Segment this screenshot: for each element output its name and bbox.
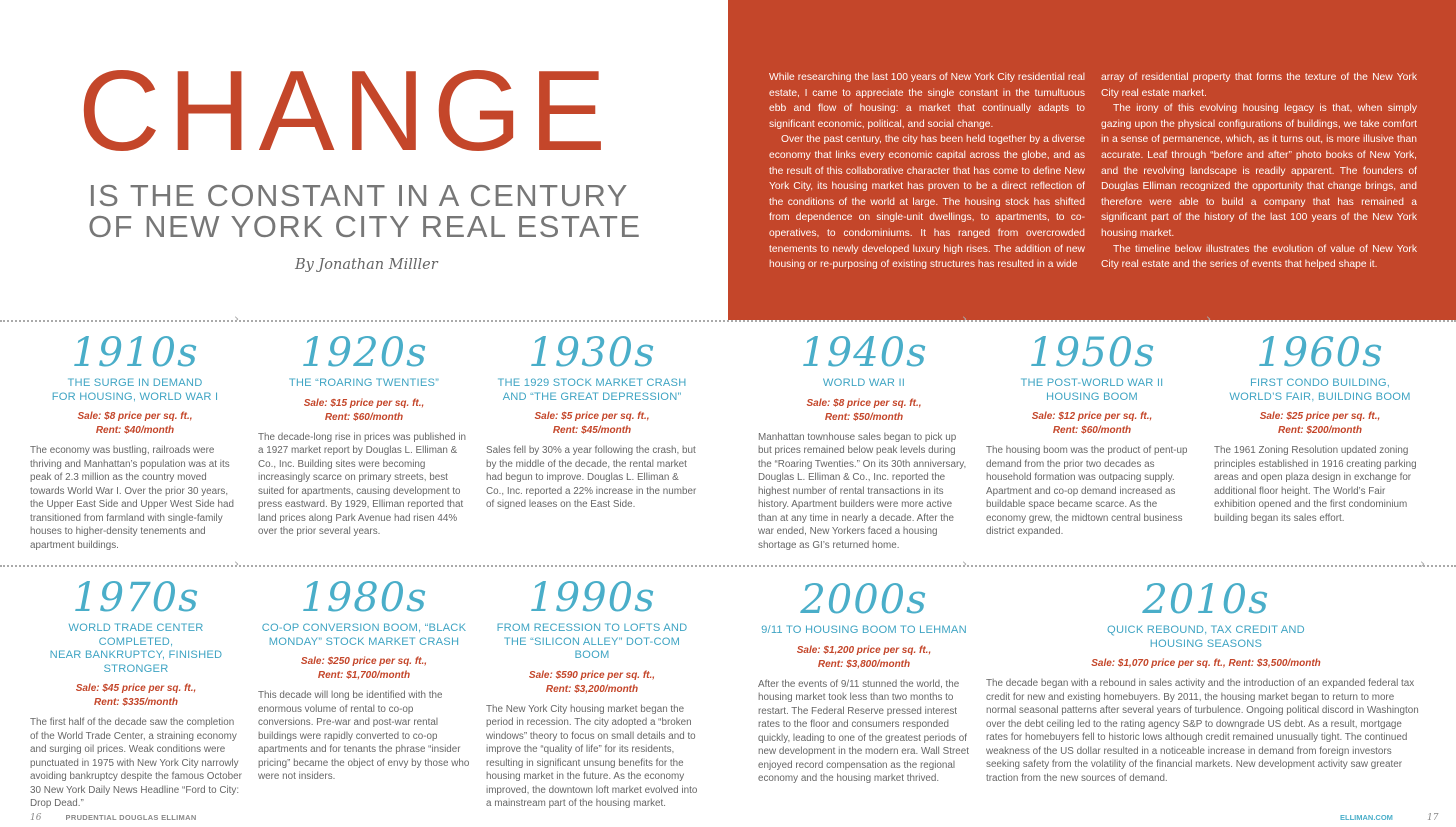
- era-prices: [1214, 410, 1426, 438]
- era-description: The decade began with a rebound in sales activity and the introduction of an expanded federal tax credit for new and existing homebuyers. By 2011, the housing market began to return to more normal seasonal patterns after several years of turbulence. Ongoing political discord in Washington over the debt ceiling led to the rating agency S&P to downgrade US debt. As a result, mortgage rates for homebuyers fell to historic lows although credit remained unusually tight. The continued weakness of the US dollar resulted in a noticeable increase in demand from foreign investors seeking safety from the volatility of the financial markets. New development activity saw greater traction from the new sources of demand.: [986, 678, 1419, 784]
- era-2000s: [758, 578, 970, 786]
- era-heading-line: FROM RECESSION TO LOFTS AND: [496, 622, 688, 634]
- era-year: 1930s: [528, 330, 656, 376]
- era-heading: [486, 377, 698, 404]
- era-heading-line: CO-OP CONVERSION BOOM, “BLACK: [261, 622, 467, 634]
- era-price-line: Rent: $60/month: [1052, 425, 1132, 436]
- era-prices: [986, 657, 1426, 671]
- era-prices: [258, 655, 470, 683]
- era-price-line: Sale: $8 price per sq. ft.,: [806, 397, 922, 409]
- era-price-line: Rent: $335/month: [94, 697, 178, 708]
- era-heading: [486, 622, 698, 663]
- era-price-line: Sale: $5 price per sq. ft.,: [534, 411, 650, 422]
- era-heading-line: FIRST CONDO BUILDING,: [1249, 377, 1391, 389]
- era-heading: [30, 377, 240, 404]
- chevron-right-icon: ›: [234, 557, 240, 572]
- era-heading-line: 9/11 TO HOUSING BOOM TO LEHMAN: [761, 624, 967, 636]
- era-heading: [986, 377, 1198, 404]
- page-title: CHANGE: [78, 48, 614, 175]
- intro-paragraph: While researching the last 100 years of New York City residential real estate, I came to appreciate the single constant in the tumultuous ebb and flow of housing: a market that continually adapts to significant economic, political, and social change.: [769, 72, 1085, 130]
- era-description: The 1961 Zoning Resolution updated zoning principles established in 1916 creating parking areas and open plaza design in exchange for additional floor height. The World’s Fair exhibition opened and the first condominium building began its sales effort.: [1214, 445, 1417, 524]
- era-price-line: Rent: $50/month: [824, 411, 904, 423]
- era-1980s: [258, 576, 470, 784]
- intro-paragraph: The irony of this evolving housing legacy is that, when simply gazing upon the physical configurations of buildings, we take comfort in a sense of permanence, which, as it turns out, is more illusive than accurate. Leaf through “before and after” photo books of New York, and the revolving landscape is readily apparent. The founders of Douglas Elliman recognized the opportunity that change brings, and therefore were able to build a company that has remained a significant part of the history of the last 100 years of the New York housing market.: [1101, 103, 1417, 239]
- era-heading: [258, 377, 470, 391]
- era-description: The first half of the decade saw the completion of the World Trade Center, a straining economy and surging oil prices. Weak conditions were punctuated in 1975 with New York City narrowly avoiding bankruptcy despite the famous October 30 New York Daily News Headline “Ford to City: Drop Dead.”: [30, 717, 242, 809]
- era-heading: [758, 377, 970, 391]
- era-heading-line: THE 1929 STOCK MARKET CRASH: [497, 377, 687, 389]
- era-prices: [758, 644, 970, 672]
- era-prices: [986, 410, 1198, 438]
- era-heading-line: THE “ROARING TWENTIES”: [288, 377, 440, 389]
- era-price-line: Sale: $15 price per sq. ft.,: [303, 397, 425, 409]
- era-price-line: Sale: $590 price per sq. ft.,: [528, 669, 656, 681]
- era-description: This decade will long be identified with the enormous volume of rental to co-op conversions. Pre-war and post-war rental buildings were rapidly converted to co-op apartments and for tenants the phrase “insider pricing” became the object of envy by those who were not insiders.: [258, 690, 470, 782]
- intro-paragraph: The timeline below illustrates the evolution of value of New York City real estate and the series of events that helped shape it.: [1101, 243, 1417, 271]
- website-link[interactable]: ELLIMAN.COM: [1340, 813, 1393, 822]
- era-heading: [30, 622, 242, 676]
- era-prices: [758, 397, 970, 425]
- era-1940s: [758, 331, 970, 552]
- era-heading: [986, 624, 1426, 651]
- era-heading-line: QUICK REBOUND, TAX CREDIT AND: [1107, 624, 1305, 636]
- era-description: The economy was bustling, railroads were thriving and Manhattan’s population was at its peak of 2.3 million as the country moved towards World War I. Over the prior 30 years, the Upper East Side and Upper West Side had transitioned from farmland with single-family houses to higher-density tenements and apartment buildings.: [30, 445, 235, 551]
- era-heading: [258, 622, 470, 649]
- era-year: 1990s: [528, 575, 656, 621]
- chevron-right-icon: ›: [962, 312, 968, 327]
- era-heading: [1214, 377, 1426, 404]
- intro-column-right: [1101, 70, 1417, 273]
- era-year: 1910s: [71, 330, 199, 376]
- era-1990s: [486, 576, 698, 811]
- era-prices: [486, 669, 698, 697]
- era-heading-line: WORLD WAR II: [822, 377, 906, 389]
- era-description: Sales fell by 30% a year following the crash, but by the middle of the decade, the rental market had begun to improve. Douglas L. Elliman & Co., Inc. reported a 22% increase in the number of signed leases on the East Side.: [486, 445, 697, 510]
- era-price-line: Rent: $1,700/month: [317, 670, 411, 681]
- era-year: 1940s: [800, 330, 928, 376]
- era-description: After the events of 9/11 stunned the world, the housing market took less than two months to restart. The Federal Reserve pressed interest rates to the floor and consumers responded quickly, leading to one of the greatest periods of new development in the modern era. Wall Street enjoyed record compensation as the regional economy and the housing market thrived.: [758, 678, 969, 784]
- era-price-line: Rent: $45/month: [552, 425, 632, 436]
- era-year: 1970s: [72, 575, 200, 621]
- era-heading: [758, 624, 970, 638]
- era-prices: [258, 397, 470, 425]
- era-price-line: Sale: $12 price per sq. ft.,: [1031, 411, 1153, 422]
- subtitle-line: OF NEW YORK CITY REAL ESTATE: [88, 209, 642, 244]
- era-1930s: [486, 331, 698, 512]
- era-price-line: Rent: $3,800/month: [817, 658, 911, 670]
- era-1920s: [258, 331, 470, 539]
- chevron-right-icon: ›: [1420, 557, 1426, 572]
- era-price-line: Sale: $1,070 price per sq. ft., Rent: $3,500/month: [1091, 658, 1321, 669]
- era-2010s: [986, 578, 1426, 785]
- era-heading-line: FOR HOUSING, WORLD WAR I: [51, 390, 219, 403]
- footer-right: [1340, 813, 1438, 823]
- era-heading-line: HOUSING SEASONS: [1149, 637, 1263, 650]
- intro-column-left: [769, 70, 1085, 273]
- era-1970s: [30, 576, 242, 811]
- era-heading-line: MONDAY” STOCK MARKET CRASH: [268, 635, 460, 648]
- byline: By Jonathan Milller: [295, 257, 438, 273]
- era-heading-line: NEAR BANKRUPTCY, FINISHED STRONGER: [49, 649, 223, 675]
- page-subtitle: [88, 180, 642, 242]
- era-heading-line: HOUSING BOOM: [1046, 390, 1138, 403]
- era-1910s: [30, 331, 240, 552]
- era-heading-line: THE POST-WORLD WAR II: [1020, 377, 1164, 389]
- era-price-line: Rent: $60/month: [324, 411, 404, 423]
- era-description: The New York City housing market began the period in recession. The city adopted a “broken windows” theory to focus on small details and to improve the “quality of life” for its residents, resulting in significant unsung benefits for the housing market in the future. As the economy improved, the downtown loft market evolved into a mainstream part of the housing market.: [486, 703, 698, 809]
- footer-left: [30, 813, 197, 823]
- era-price-line: Sale: $8 price per sq. ft.,: [77, 411, 193, 422]
- era-heading-line: WORLD’S FAIR, BUILDING BOOM: [1229, 390, 1411, 403]
- era-price-line: Rent: $40/month: [95, 425, 175, 436]
- subtitle-line: IS THE CONSTANT IN A CENTURY: [88, 178, 629, 213]
- era-heading-line: THE SURGE IN DEMAND: [67, 377, 203, 389]
- era-price-line: Sale: $45 price per sq. ft.,: [75, 683, 197, 694]
- era-price-line: Rent: $3,200/month: [545, 683, 639, 695]
- chevron-right-icon: ›: [1206, 312, 1212, 327]
- era-price-line: Sale: $25 price per sq. ft.,: [1259, 411, 1381, 422]
- era-heading-line: AND “THE GREAT DEPRESSION”: [502, 390, 682, 403]
- era-description: The housing boom was the product of pent-up demand from the prior two decades as household formation was outpacing supply. Apartment and co-op demand increased as buildable space became scarce. As the economy grew, the midtown central business district expanded.: [986, 445, 1188, 537]
- era-prices: [30, 410, 240, 438]
- timeline-divider: [0, 565, 1456, 567]
- page-number: 17: [1427, 813, 1439, 823]
- era-1960s: [1214, 331, 1426, 525]
- era-1950s: [986, 331, 1198, 539]
- era-price-line: Rent: $200/month: [1278, 425, 1362, 436]
- era-year: 1980s: [300, 575, 428, 621]
- era-year: 1960s: [1256, 330, 1384, 376]
- chevron-right-icon: ›: [962, 557, 968, 572]
- timeline-divider: [0, 320, 1456, 322]
- chevron-right-icon: ›: [234, 312, 240, 327]
- era-prices: [30, 682, 242, 710]
- era-heading-line: THE “SILICON ALLEY” DOT-COM BOOM: [503, 635, 681, 661]
- era-year: 1920s: [300, 330, 428, 376]
- era-heading-line: WORLD TRADE CENTER COMPLETED,: [68, 622, 204, 648]
- era-prices: [486, 410, 698, 438]
- era-description: The decade-long rise in prices was published in a 1927 market report by Douglas L. Elliman & Co., Inc. Building sites were becoming increasingly scarce on primary streets, best suited for apartments, causing development to press eastward. By 1929, Elliman reported that land prices along Park Avenue had risen 44% over the prior several years.: [258, 431, 467, 537]
- era-year: 2010s: [1142, 577, 1270, 623]
- intro-paragraph: Over the past century, the city has been held together by a diverse economy that links every economic capital across the globe, and as the result of this collaborative character that has come to define New York City, its housing market has proven to be a direct reflection of the conditions of the world at large. The housing stock has shifted from dependence on single-unit dwellings, to apartments, to co-operatives, to condominiums. It has ranged from overcrowded tenements to newly developed luxury high rises. The addition of new housing or re-purposing of existing structures has resulted in a wide: [769, 134, 1085, 271]
- era-price-line: Sale: $1,200 price per sq. ft.,: [796, 644, 932, 656]
- intro-paragraph: array of residential property that forms the texture of the New York City real estate market.: [1101, 72, 1417, 99]
- era-description: Manhattan townhouse sales began to pick up but prices remained below peak levels during the “Roaring Twenties.” On its 30th anniversary, Douglas L. Elliman & Co., Inc. reported the highest number of rental transactions in its history. Apartment builders were more active than at any time in nearly a decade. After the war ended, New Yorkers faced a housing shortage as GI’s returned home.: [758, 431, 967, 551]
- era-price-line: Sale: $250 price per sq. ft.,: [300, 656, 428, 667]
- publication-name: PRUDENTIAL DOUGLAS ELLIMAN: [65, 813, 197, 822]
- era-year: 1950s: [1028, 330, 1156, 376]
- era-year: 2000s: [800, 577, 928, 623]
- page-number: 16: [30, 813, 42, 823]
